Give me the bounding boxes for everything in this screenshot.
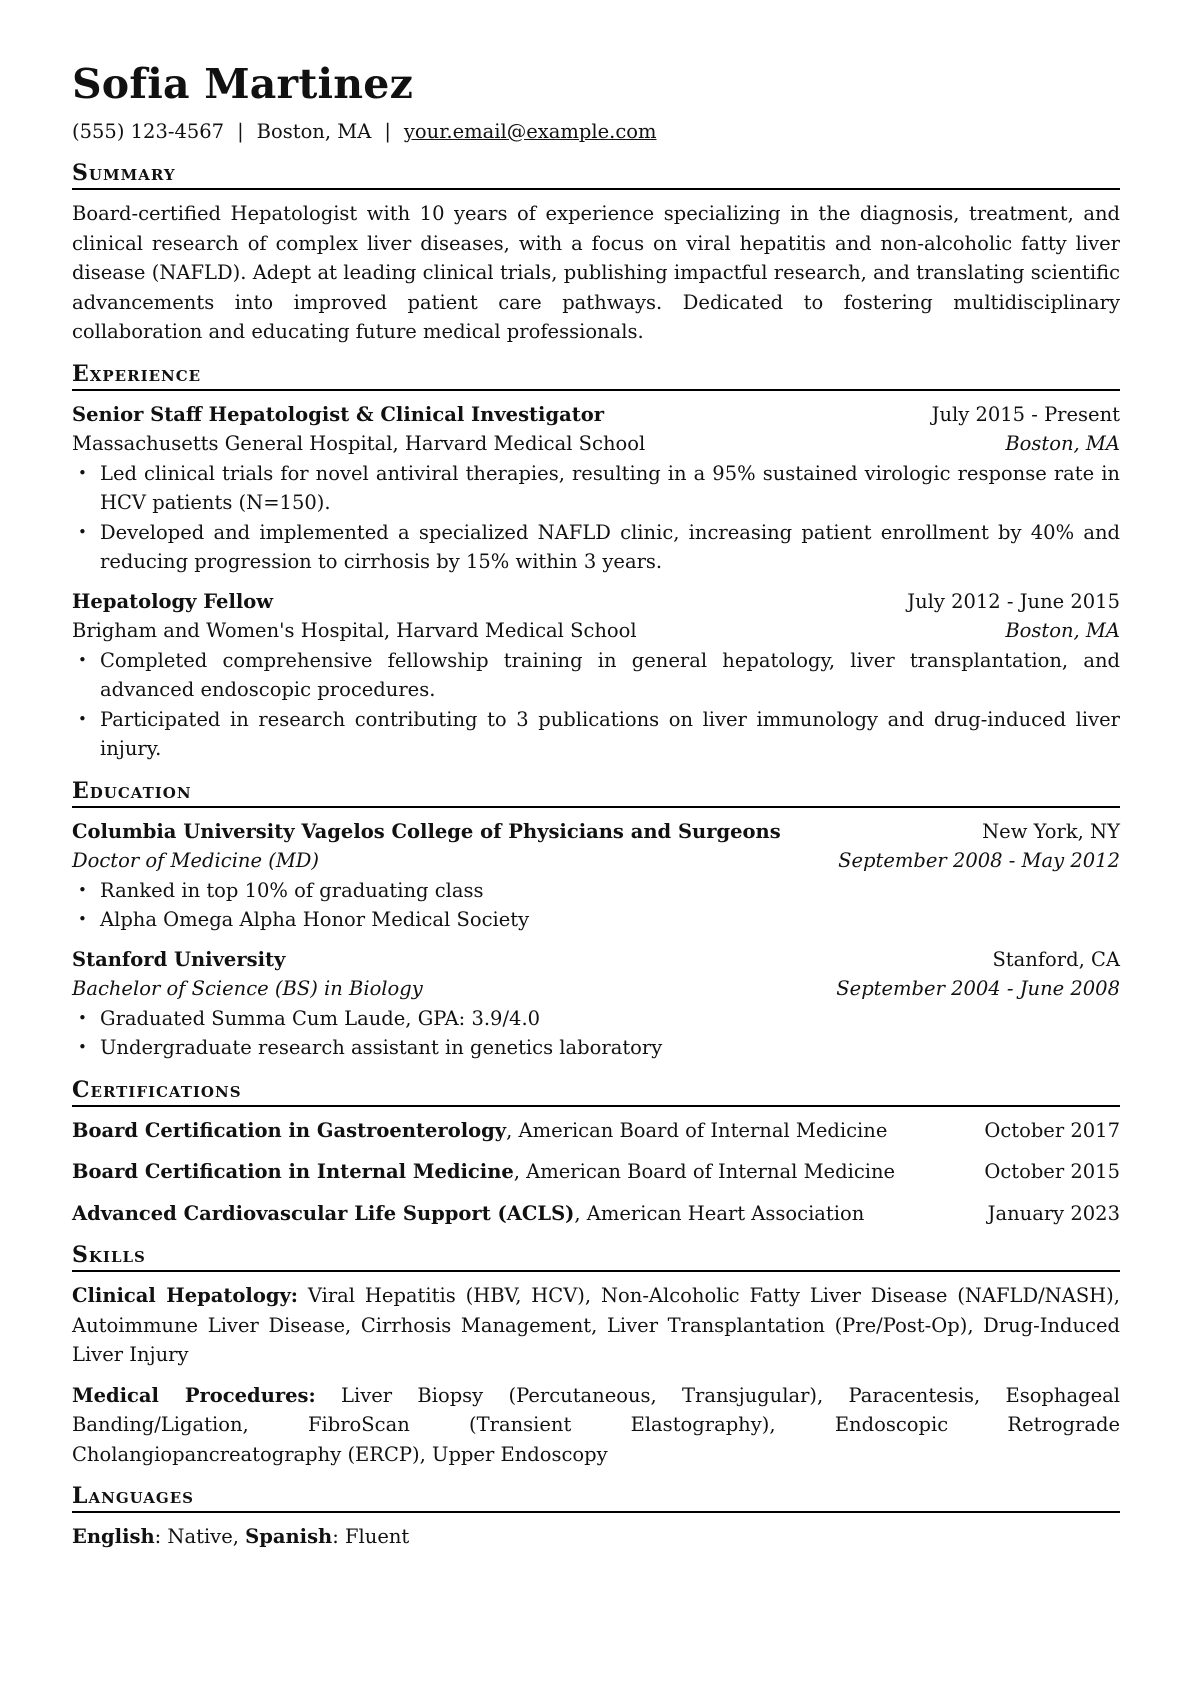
skill-list: Liver Biopsy (Percutaneous, Transjugular), Paracentesis, Esophageal Banding/Ligation, FibroScan (Transient Elastography), Endoscopic Retrograde Cholangiopancreatography (ERCP), Upper Endoscopy bbox=[72, 1383, 1120, 1466]
school-location: Stanford, CA bbox=[992, 947, 1120, 971]
summary-section bbox=[72, 159, 1120, 347]
employer: Brigham and Women's Hospital, Harvard Medical School bbox=[72, 619, 637, 642]
contact-separator: | bbox=[384, 120, 391, 143]
languages-line bbox=[72, 1522, 1120, 1552]
skill-group bbox=[72, 1281, 1120, 1370]
certification-date: October 2017 bbox=[984, 1118, 1120, 1142]
school-name: Columbia University Vagelos College of Physicians and Surgeons bbox=[72, 819, 781, 843]
email-link[interactable]: your.email@example.com bbox=[403, 120, 657, 143]
certifications-section bbox=[72, 1076, 1120, 1229]
job-title: Hepatology Fellow bbox=[72, 589, 274, 613]
contact-separator: | bbox=[237, 120, 244, 143]
list-item: • Graduated Summa Cum Laude, GPA: 3.9/4.0 bbox=[100, 1004, 1120, 1034]
phone-number: (555) 123-4567 bbox=[72, 120, 225, 143]
list-item: • Completed comprehensive fellowship training in general hepatology, liver transplantation, and advanced endoscopic procedures. bbox=[100, 646, 1120, 705]
candidate-name: Sofia Martinez bbox=[72, 60, 414, 108]
bullet-list bbox=[72, 459, 1120, 577]
skills-section bbox=[72, 1241, 1120, 1469]
bullet-list bbox=[72, 646, 1120, 764]
school-location: New York, NY bbox=[982, 819, 1120, 843]
experience-section bbox=[72, 360, 1120, 764]
job-dates: July 2012 - June 2015 bbox=[907, 589, 1120, 613]
experience-entry bbox=[72, 400, 1120, 577]
list-item: • Alpha Omega Alpha Honor Medical Society bbox=[100, 905, 1120, 935]
experience-entry bbox=[72, 587, 1120, 764]
skill-category: Clinical Hepatology: bbox=[72, 1284, 298, 1307]
language-level: : Fluent bbox=[332, 1525, 410, 1548]
language-name: English bbox=[72, 1525, 155, 1548]
skill-category: Medical Procedures: bbox=[72, 1383, 316, 1407]
section-heading: Certifications bbox=[72, 1076, 1120, 1107]
summary-text: Board-certified Hepatologist with 10 years of experience specializing in the diagnosis, treatment, and clinical research of complex liver diseases, with a focus on viral hepatitis and non-alcoholic fatty liver disease (NAFLD). Adept at leading clinical trials, publishing impactful research, and translating scientific advancements into improved patient care pathways. Dedicated to fostering multidisciplinary collaboration and educating future medical professionals. bbox=[72, 202, 1120, 343]
list-item: • Ranked in top 10% of graduating class bbox=[100, 876, 1120, 906]
job-dates: July 2015 - Present bbox=[931, 402, 1120, 426]
section-heading: Summary bbox=[72, 159, 1120, 190]
certification-name: Board Certification in Gastroenterology bbox=[72, 1118, 507, 1142]
certification-issuer: , American Heart Association bbox=[574, 1201, 865, 1225]
certification-name: Advanced Cardiovascular Life Support (ACLS) bbox=[72, 1201, 575, 1225]
language-level: : Native, bbox=[154, 1525, 246, 1548]
education-dates: September 2008 - May 2012 bbox=[838, 849, 1120, 872]
language-name: Spanish bbox=[245, 1525, 333, 1548]
list-item: • Developed and implemented a specialized NAFLD clinic, increasing patient enrollment by 40% and reducing progression to cirrhosis by 15% within 3 years. bbox=[100, 518, 1120, 577]
certification-date: January 2023 bbox=[987, 1201, 1120, 1225]
section-heading: Experience bbox=[72, 360, 1120, 391]
certification-issuer: , American Board of Internal Medicine bbox=[506, 1118, 888, 1142]
location-text: Boston, MA bbox=[256, 120, 372, 143]
certification-entry bbox=[72, 1157, 1120, 1187]
list-item: • Led clinical trials for novel antiviral therapies, resulting in a 95% sustained virologic response rate in HCV patients (N=150). bbox=[100, 459, 1120, 518]
education-dates: September 2004 - June 2008 bbox=[836, 977, 1120, 1000]
job-location: Boston, MA bbox=[1005, 619, 1120, 642]
job-location: Boston, MA bbox=[1005, 432, 1120, 455]
skill-list: Viral Hepatitis (HBV, HCV), Non-Alcoholic Fatty Liver Disease (NAFLD/NASH), Autoimmune Liver Disease, Cirrhosis Management, Liver Transplantation (Pre/Post-Op), Drug-Induced Liver Injury bbox=[72, 1284, 1120, 1366]
contact-line bbox=[72, 118, 1120, 146]
certification-date: October 2015 bbox=[984, 1160, 1120, 1183]
certification-issuer: , American Board of Internal Medicine bbox=[513, 1160, 896, 1183]
employer: Massachusetts General Hospital, Harvard Medical School bbox=[72, 432, 646, 455]
degree: Bachelor of Science (BS) in Biology bbox=[72, 977, 423, 1000]
bullet-list bbox=[72, 1004, 1120, 1063]
certification-entry bbox=[72, 1199, 1120, 1229]
section-heading: Languages bbox=[72, 1482, 1120, 1513]
certification-name: Board Certification in Internal Medicine bbox=[72, 1160, 514, 1183]
list-item: • Undergraduate research assistant in genetics laboratory bbox=[100, 1033, 1120, 1063]
certification-entry bbox=[72, 1116, 1120, 1146]
languages-section bbox=[72, 1482, 1120, 1552]
education-entry bbox=[72, 817, 1120, 935]
bullet-list bbox=[72, 876, 1120, 935]
education-section bbox=[72, 777, 1120, 1063]
section-heading: Education bbox=[72, 777, 1120, 808]
school-name: Stanford University bbox=[72, 947, 286, 971]
degree: Doctor of Medicine (MD) bbox=[72, 849, 320, 872]
education-entry bbox=[72, 945, 1120, 1063]
list-item: • Participated in research contributing to 3 publications on liver immunology and drug-induced liver injury. bbox=[100, 705, 1120, 764]
section-heading: Skills bbox=[72, 1241, 1120, 1272]
skill-group bbox=[72, 1381, 1120, 1470]
resume-content bbox=[72, 58, 1120, 1552]
job-title: Senior Staff Hepatologist & Clinical Investigator bbox=[72, 402, 605, 426]
